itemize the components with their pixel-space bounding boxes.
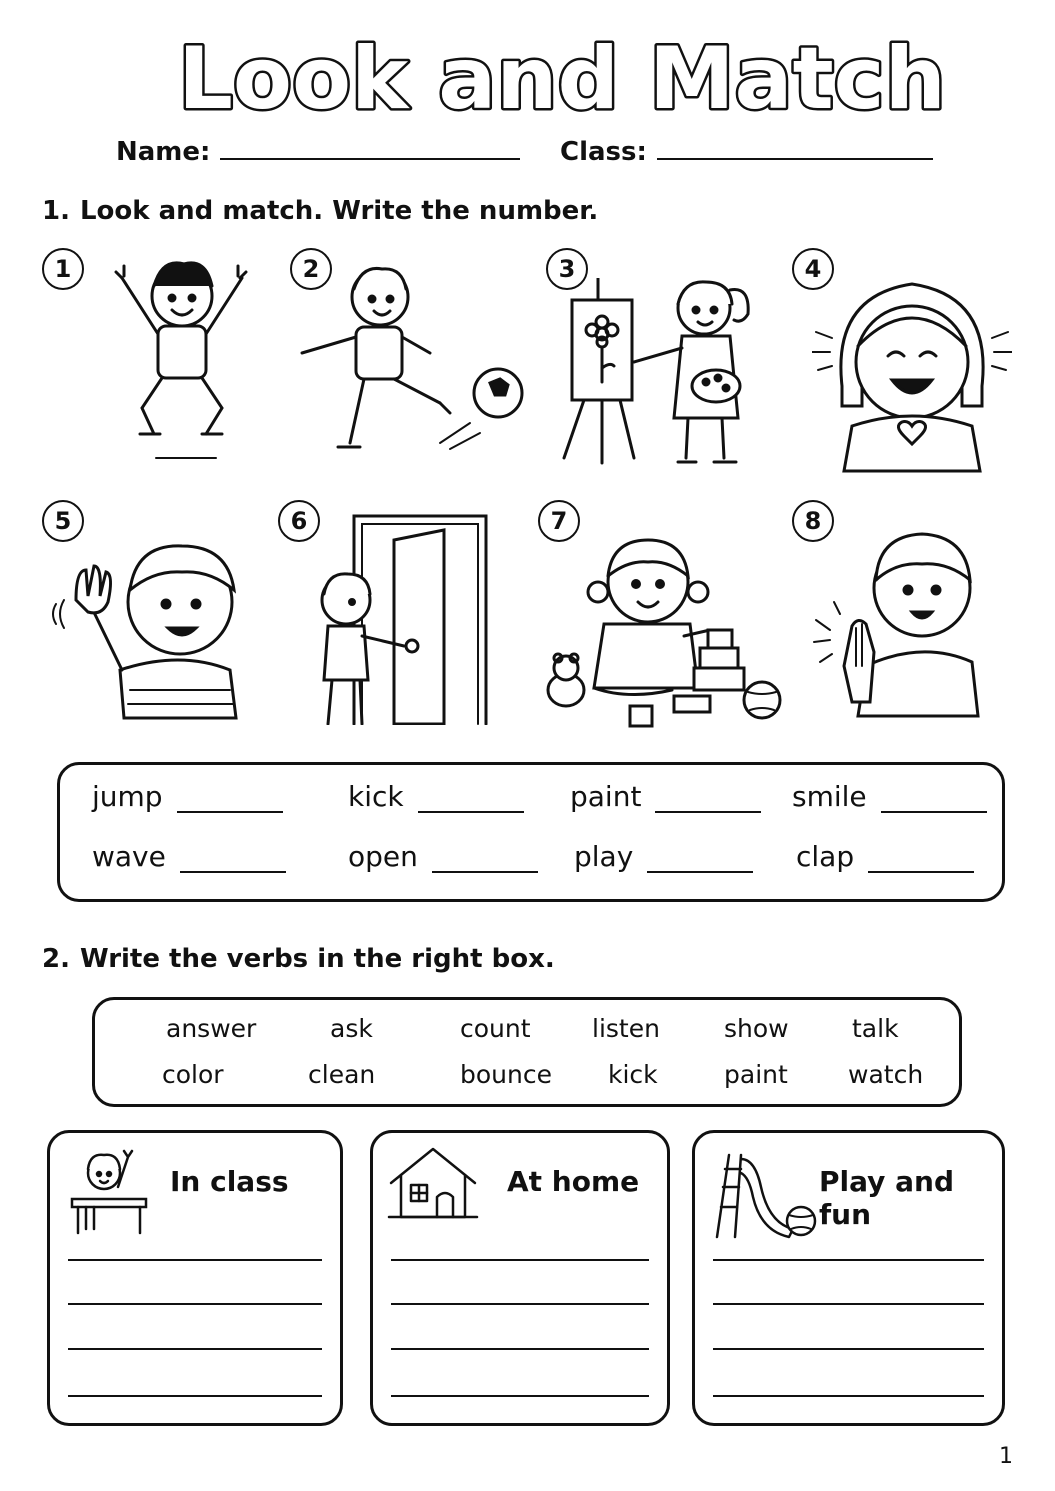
answer-line[interactable]	[713, 1395, 984, 1397]
answer-line[interactable]	[391, 1303, 649, 1305]
verb-item: answer	[166, 1014, 257, 1043]
word-paint: paint	[570, 780, 761, 813]
smiling-girl-icon	[812, 276, 1012, 476]
picture-8-badge: 8	[792, 500, 834, 542]
verb-item: show	[724, 1014, 789, 1043]
answer-blank[interactable]	[432, 853, 538, 873]
verb-item: ask	[330, 1014, 373, 1043]
picture-6-badge: 6	[278, 500, 320, 542]
title-text: Look and Match	[178, 29, 946, 122]
picture-6	[278, 500, 510, 730]
word-open: open	[348, 840, 538, 873]
section1-number: 1.	[42, 196, 70, 226]
answer-line[interactable]	[713, 1348, 984, 1350]
word-wave: wave	[92, 840, 286, 873]
answer-line[interactable]	[68, 1259, 322, 1261]
answer-blank[interactable]	[180, 853, 286, 873]
verb-item: kick	[608, 1060, 658, 1089]
playing-blocks-girl-icon	[538, 520, 788, 735]
picture-5	[42, 500, 262, 730]
picture-3	[546, 248, 786, 478]
kicking-ball-boy-icon	[290, 253, 530, 473]
worksheet-title	[0, 12, 1055, 122]
answer-line[interactable]	[713, 1303, 984, 1305]
category-play-and-fun	[692, 1130, 1005, 1426]
answer-line[interactable]	[68, 1303, 322, 1305]
picture-2-badge: 2	[290, 248, 332, 290]
answer-blank[interactable]	[881, 793, 987, 813]
picture-5-badge: 5	[42, 500, 84, 542]
word-kick: kick	[348, 780, 524, 813]
slide-ball-icon	[709, 1147, 821, 1243]
page-number: 1	[999, 1444, 1013, 1469]
answer-line[interactable]	[391, 1259, 649, 1261]
picture-1-badge: 1	[42, 248, 84, 290]
name-field	[116, 130, 520, 167]
verb-item: count	[460, 1014, 531, 1043]
picture-4-badge: 4	[792, 248, 834, 290]
category-at-home	[370, 1130, 670, 1426]
word-play: play	[574, 840, 753, 873]
category-title: At home	[507, 1165, 640, 1198]
verb-item: talk	[852, 1014, 899, 1043]
verb-item: clean	[308, 1060, 376, 1089]
picture-3-badge: 3	[546, 248, 588, 290]
answer-blank[interactable]	[868, 853, 974, 873]
answer-line[interactable]	[68, 1348, 322, 1350]
answer-line[interactable]	[391, 1395, 649, 1397]
section2-instruction: Write the verbs in the right box.	[79, 944, 555, 974]
word-jump: jump	[92, 780, 283, 813]
opening-door-boy-icon	[298, 510, 510, 725]
answer-line[interactable]	[68, 1395, 322, 1397]
name-label: Name:	[116, 137, 211, 167]
class-line[interactable]	[657, 130, 933, 160]
section2-heading	[42, 944, 555, 974]
section1-instruction: Look and match. Write the number.	[79, 196, 599, 226]
answer-blank[interactable]	[655, 793, 761, 813]
picture-1	[42, 248, 262, 478]
picture-4	[792, 248, 1012, 478]
answer-blank[interactable]	[647, 853, 753, 873]
clapping-boy-icon	[812, 516, 1012, 721]
word-clap: clap	[796, 840, 974, 873]
verb-item: watch	[848, 1060, 924, 1089]
verb-item: bounce	[460, 1060, 552, 1089]
verb-item: color	[162, 1060, 224, 1089]
painting-girl-icon	[554, 278, 782, 473]
category-title: In class	[170, 1165, 289, 1198]
answer-line[interactable]	[391, 1348, 649, 1350]
verb-item: paint	[724, 1060, 788, 1089]
student-desk-icon	[68, 1147, 152, 1237]
answer-line[interactable]	[713, 1259, 984, 1261]
picture-7	[538, 500, 788, 735]
category-in-class	[47, 1130, 343, 1426]
section2-number: 2.	[42, 944, 70, 974]
picture-2	[290, 248, 530, 478]
jumping-boy-icon	[102, 248, 262, 473]
house-icon	[387, 1143, 479, 1223]
answer-blank[interactable]	[418, 793, 524, 813]
name-line[interactable]	[220, 130, 520, 160]
section1-heading	[42, 196, 598, 226]
class-field	[560, 130, 933, 167]
answer-blank[interactable]	[177, 793, 283, 813]
class-label: Class:	[560, 137, 647, 167]
category-title: Play and fun	[819, 1165, 955, 1231]
picture-7-badge: 7	[538, 500, 580, 542]
waving-boy-icon	[50, 520, 260, 720]
word-smile: smile	[792, 780, 987, 813]
verb-item: listen	[592, 1014, 660, 1043]
picture-8	[792, 500, 1012, 730]
